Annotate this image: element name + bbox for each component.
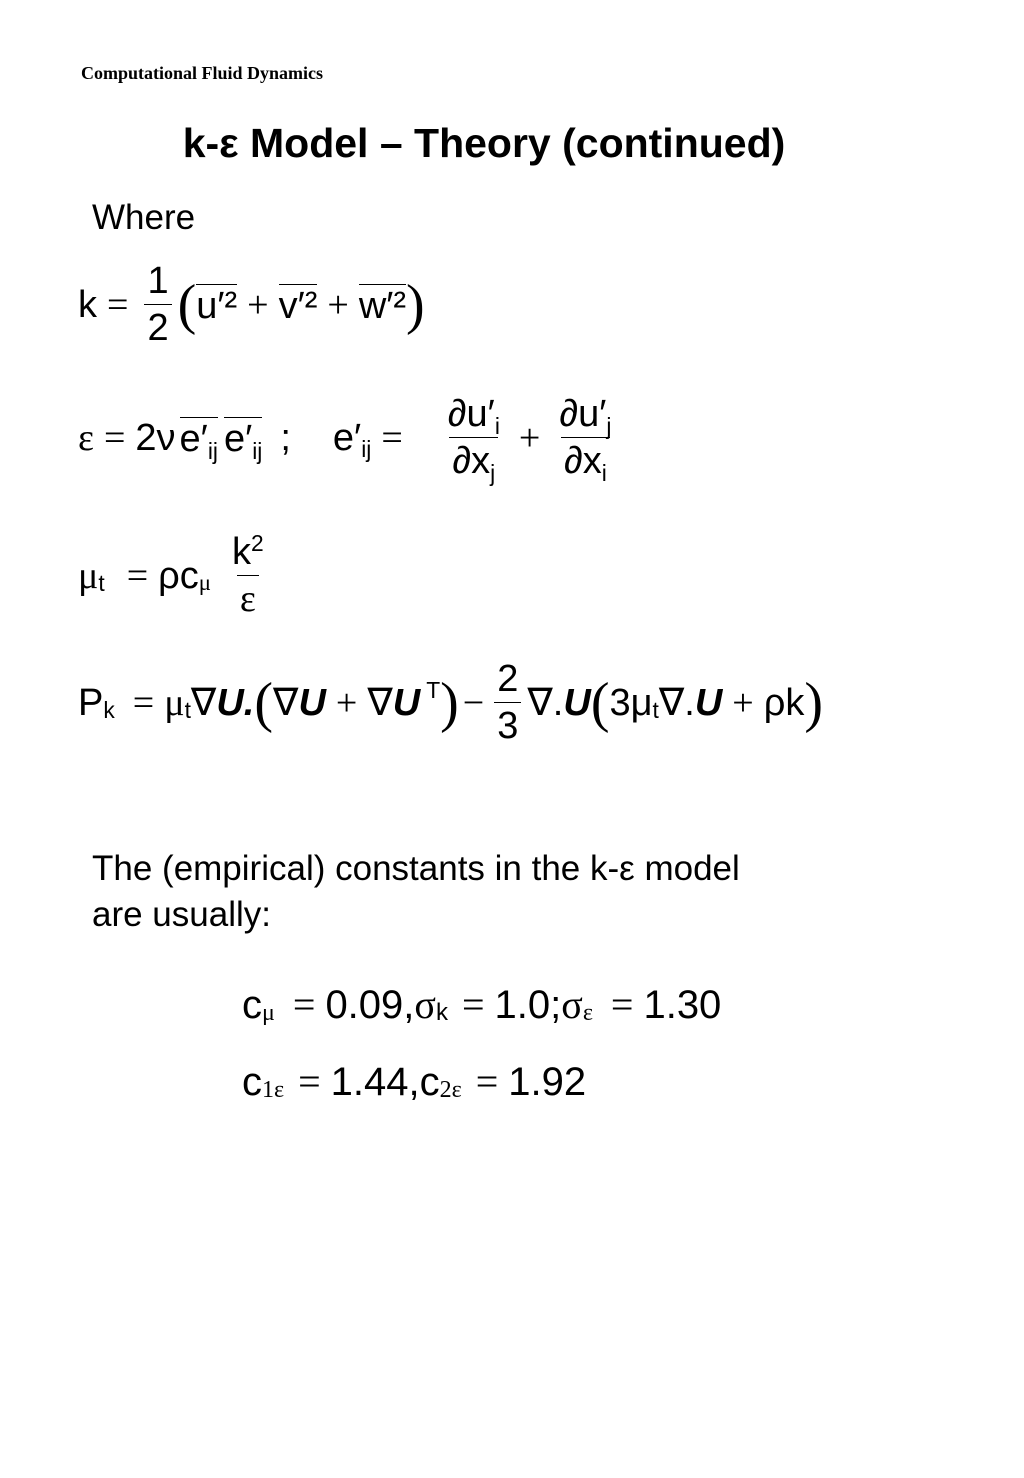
close-paren: ) [406, 273, 425, 336]
partial-x: ∂x [563, 440, 602, 482]
fraction-duj-dxi [556, 393, 614, 486]
fraction-denominator: ε [237, 575, 259, 618]
nabla-symbol: ∇ [527, 681, 553, 724]
c1-value: 1.44, [330, 1060, 420, 1104]
equation-mu-t: μ $_t$ = ρc $_\mu$ $\frac{k^2}{\varepsilon}$ [78, 533, 273, 618]
velocity-u: U [563, 681, 591, 724]
subscript: j [490, 459, 496, 486]
e-prime: e′ [223, 418, 253, 460]
equals-sign: = [292, 982, 316, 1027]
nabla-symbol: ∇ [190, 681, 217, 724]
nabla-symbol: ∇ [273, 681, 299, 724]
e-prime-ij-bar [179, 417, 218, 464]
fraction-denominator [449, 437, 498, 486]
fraction-numerator: 1 [147, 260, 169, 302]
fraction-denominator: 3 [494, 702, 521, 745]
sigma-symbol: σ [561, 982, 583, 1027]
mu-symbol: μ [164, 681, 185, 724]
term-v-prime-squared: v′² [278, 285, 318, 327]
epsilon-symbol: ε [78, 416, 94, 459]
constants-line-1: c $_\mu$ = 0.09, σ $_k$ = 1.0; σ $_\varepsilon$ = 1.30 [242, 982, 722, 1027]
paragraph-line: are usually: [92, 895, 271, 934]
c-symbol: c [419, 1060, 440, 1104]
term-w-prime-squared: w′² [358, 285, 407, 327]
equation-pk: P $_k$ = μ $_t$ ∇ U . ( ∇ U + ∇ U $^T$ ) − $\frac{2}{3}$ ∇ . U ( 3μ $_t$ ∇ . U + ρk ) [78, 658, 823, 747]
equals-sign: = [126, 554, 149, 597]
semicolon: ; [280, 416, 291, 459]
minus-sign: − [462, 681, 485, 724]
fraction-denominator: 2 [144, 304, 171, 347]
plus-sign: + [518, 416, 541, 459]
fraction-half [144, 262, 171, 347]
plus-sign: + [335, 681, 358, 724]
ij-subscript: ij [252, 437, 263, 464]
subscript: i [601, 459, 607, 486]
mu-symbol: μ [78, 554, 99, 597]
equals-sign: = [298, 1059, 321, 1104]
k-symbol: k [78, 283, 97, 326]
term-u-prime-squared: u′² [196, 285, 238, 327]
document-header: Computational Fluid Dynamics [81, 63, 324, 83]
rho-c: ρc [158, 554, 199, 597]
partial-x: ∂x [452, 440, 491, 482]
e-prime-ij-bar [223, 417, 263, 464]
equals-sign: = [610, 982, 634, 1027]
dot: . [243, 681, 255, 724]
partial-u-prime: ∂u′ [447, 393, 495, 435]
equals-sign: = [381, 416, 403, 459]
equals-sign: = [132, 681, 155, 724]
subscript: j [606, 412, 612, 439]
velocity-u: U [694, 681, 723, 724]
equals-sign: = [103, 416, 126, 459]
sigma-eps-value: 1.30 [643, 983, 722, 1027]
plus-sign: + [732, 681, 754, 724]
e-prime: e′ [332, 416, 362, 459]
equation-k [78, 262, 425, 347]
e-prime-ij [332, 416, 372, 463]
c2-value: 1.92 [508, 1060, 587, 1104]
superscript: 2 [251, 530, 264, 557]
rho-k: ρk [763, 681, 805, 724]
velocity-u: U [392, 681, 421, 724]
fraction-numerator [556, 395, 614, 437]
nabla-symbol: ∇ [367, 681, 393, 724]
e-prime: e′ [179, 418, 208, 460]
c-symbol: c [242, 983, 262, 1027]
close-paren: ) [804, 671, 823, 734]
coefficient-2nu: 2ν [135, 416, 176, 459]
partial-u-prime: ∂u′ [559, 393, 607, 435]
dot: . [684, 681, 695, 724]
close-paren: ) [440, 671, 459, 734]
equals-sign: = [461, 982, 485, 1027]
plus-sign: + [327, 283, 349, 326]
paragraph-line: The (empirical) constants in the k-ε model [92, 849, 740, 888]
c-symbol: c [242, 1060, 262, 1104]
sigma-symbol: σ [414, 982, 436, 1027]
fraction-numerator [445, 395, 503, 437]
subscript: i [494, 412, 500, 439]
equation-epsilon [78, 393, 620, 486]
fraction-numerator [229, 530, 267, 575]
open-paren: ( [254, 671, 274, 734]
open-paren: ( [590, 671, 610, 734]
ij-subscript: ij [207, 437, 218, 464]
c-mu-value: 0.09, [325, 983, 415, 1027]
equals-sign: = [475, 1059, 499, 1104]
fraction-numerator: 2 [497, 658, 519, 700]
velocity-u: U [298, 681, 326, 724]
fraction-dui-dxj [445, 393, 503, 486]
page-title: k-ε Model – Theory (continued) [182, 120, 786, 166]
three-mu: 3μ [609, 681, 653, 724]
p-symbol: P [78, 681, 104, 724]
nabla-symbol: ∇ [658, 681, 685, 724]
equals-sign: = [107, 283, 129, 326]
sigma-k-value: 1.0; [494, 983, 562, 1027]
where-label: Where [92, 198, 196, 237]
fraction-two-thirds [494, 660, 521, 745]
ij-subscript: ij [361, 436, 372, 463]
k-symbol: k [232, 531, 252, 573]
dot: . [552, 681, 564, 724]
open-paren: ( [177, 273, 197, 336]
fraction-denominator [561, 437, 610, 486]
velocity-u: U [216, 681, 244, 724]
fraction-k2-eps [229, 530, 267, 620]
constants-paragraph [92, 846, 740, 938]
constants-line-2: c $_{1\varepsilon}$ = 1.44, c $_{2\varepsilon}$ = 1.92 [242, 1059, 587, 1104]
plus-sign: + [247, 283, 269, 326]
